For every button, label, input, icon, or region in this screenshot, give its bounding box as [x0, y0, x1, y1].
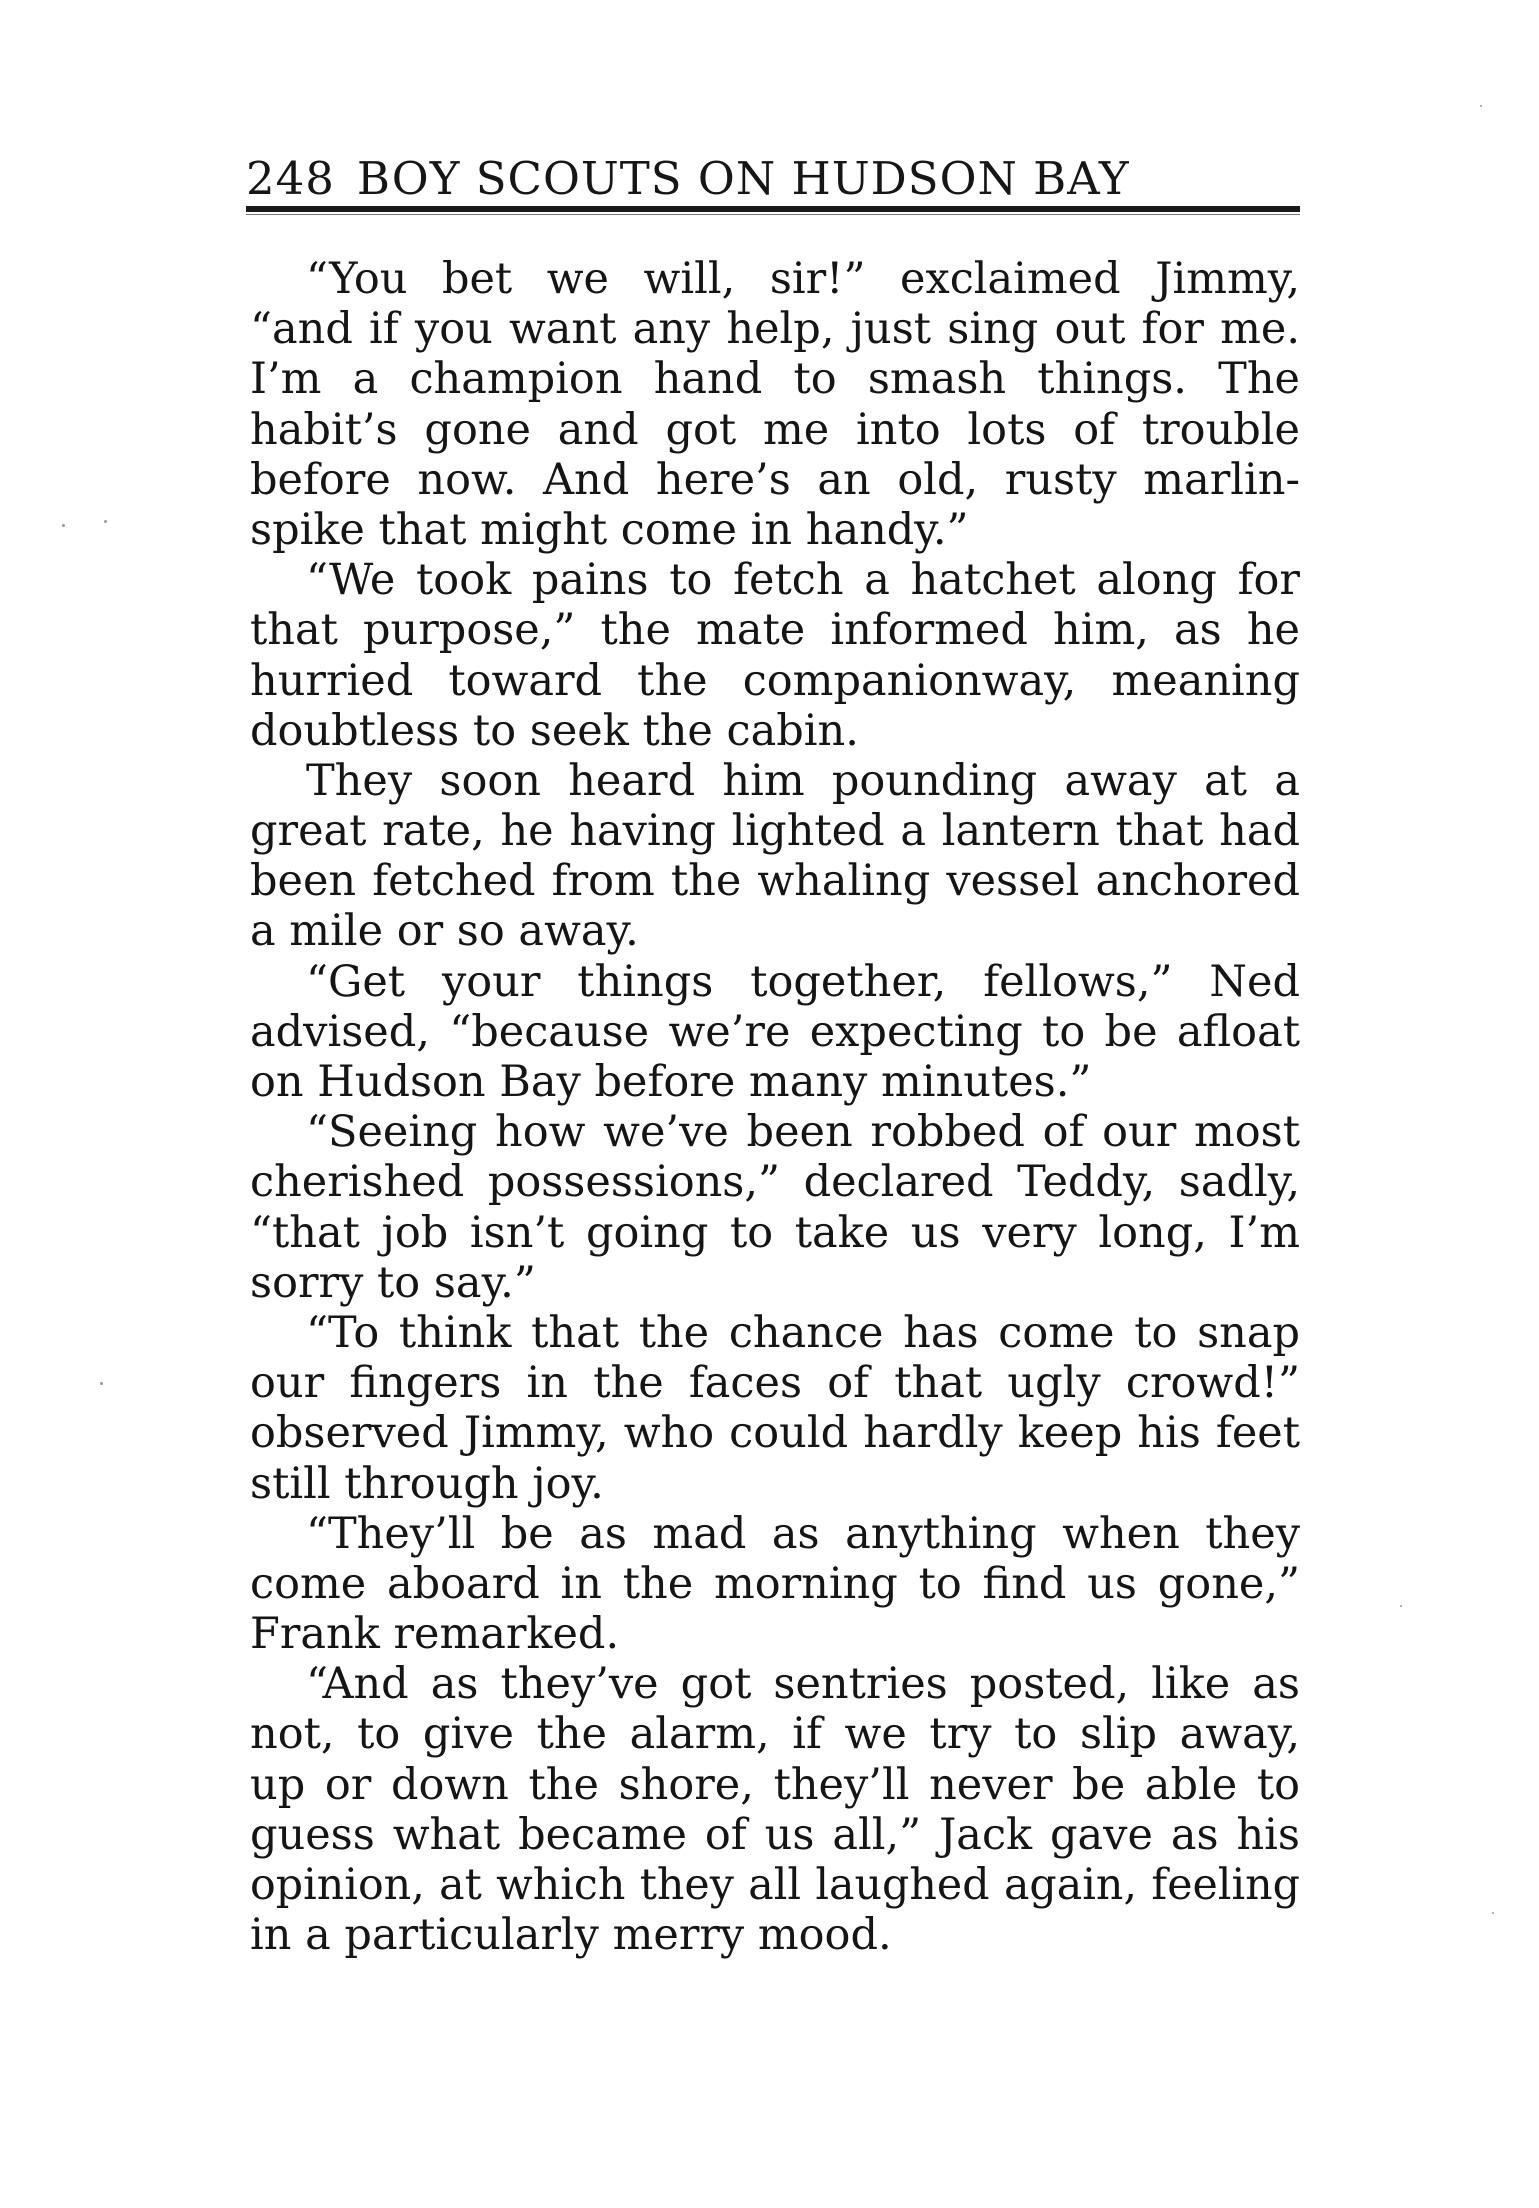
text-line: Frank remarked. [250, 1609, 620, 1660]
text-line: “They’ll be as mad as anything when they [306, 1508, 1300, 1559]
text-line: great rate, he having lighted a lantern that had [250, 806, 1300, 857]
scan-speck [104, 520, 107, 523]
text-line: a mile or so away. [250, 906, 639, 957]
text-line: hurried toward the companionway, meaning [250, 655, 1300, 706]
text-line: that purpose,” the mate informed him, as he [250, 605, 1300, 656]
text-line: “You bet we will, sir!” exclaimed Jimmy, [306, 254, 1300, 304]
text-line: “Get your things together, fellows,” Ned [306, 956, 1300, 1007]
text-line: our fingers in the faces of that ugly crowd!” [250, 1358, 1300, 1409]
text-line: “And as they’ve got sentries posted, like as [306, 1659, 1300, 1710]
text-line: “that job isn’t going to take us very long, I’m [250, 1207, 1300, 1258]
text-line: I’m a champion hand to smash things. The [250, 354, 1300, 405]
scan-speck [1480, 105, 1482, 107]
text-line: on Hudson Bay before many minutes.” [250, 1057, 1092, 1107]
scan-speck [1492, 1912, 1494, 1914]
header-rule-thin [246, 214, 1300, 215]
text-line: habit’s gone and got me into lots of trouble [250, 404, 1300, 455]
page-number: 248 [246, 152, 335, 205]
text-line: in a particularly merry mood. [250, 1910, 892, 1961]
text-line: still through joy. [250, 1458, 604, 1509]
text-line: doubtless to seek the cabin. [250, 705, 859, 756]
header-rule [246, 206, 1300, 212]
text-line: sorry to say.” [250, 1257, 536, 1308]
text-line: opinion, at which they all laughed again, feeling [250, 1860, 1300, 1910]
text-line: up or down the shore, they’ll never be able to [250, 1759, 1300, 1810]
scan-speck [1400, 1605, 1402, 1607]
text-line: “To think that the chance has come to snap [306, 1307, 1300, 1358]
scan-speck [100, 1382, 103, 1385]
body-text [250, 254, 1300, 1960]
text-line: been fetched from the whaling vessel anchored [250, 856, 1300, 907]
text-line: “Seeing how we’ve been robbed of our most [306, 1107, 1300, 1158]
text-line: cherished possessions,” declared Teddy, sadly, [250, 1157, 1300, 1208]
scan-speck [62, 524, 65, 527]
text-line: spike that might come in handy.” [250, 504, 969, 555]
text-line: “and if you want any help, just sing out for me. [250, 304, 1300, 355]
running-title: BOY SCOUTS ON HUDSON BAY [356, 152, 1130, 205]
text-line: not, to give the alarm, if we try to slip away, [250, 1709, 1300, 1760]
running-header [246, 152, 1300, 205]
text-line: come aboard in the morning to find us gone,” [250, 1558, 1300, 1609]
text-line: advised, “because we’re expecting to be afloat [250, 1006, 1300, 1057]
text-line: guess what became of us all,” Jack gave as his [250, 1809, 1300, 1860]
text-line: before now. And here’s an old, rusty marlin- [250, 454, 1300, 505]
text-line: They soon heard him pounding away at a [306, 755, 1300, 806]
text-line: “We took pains to fetch a hatchet along for [306, 555, 1300, 606]
text-line: observed Jimmy, who could hardly keep his feet [250, 1408, 1300, 1459]
